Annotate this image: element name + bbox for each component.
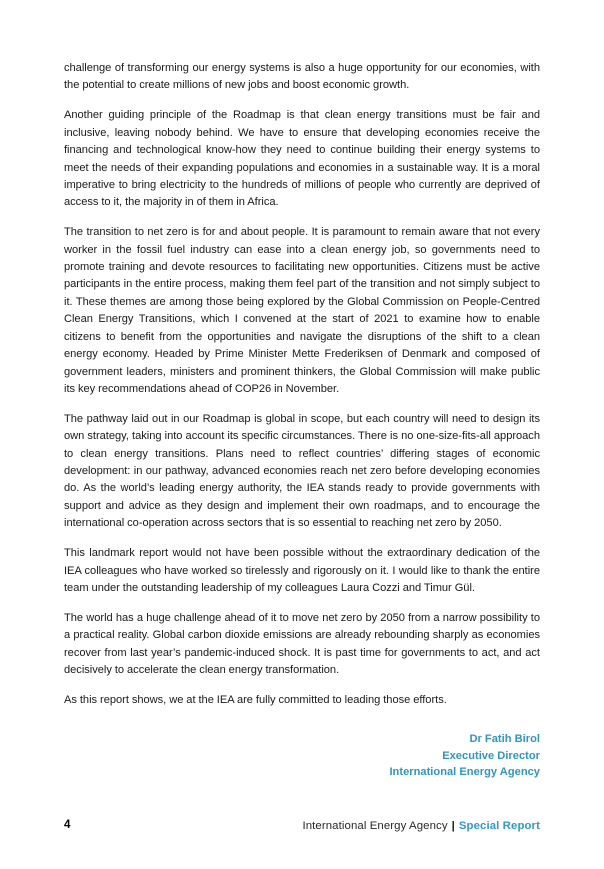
body-content — [64, 60, 540, 709]
signature-title: Executive Director — [442, 749, 540, 762]
paragraph: challenge of transforming our energy systems is also a huge opportunity for our economies, with the potential to create millions of new jobs and boost economic growth. — [64, 62, 540, 92]
footer-report-type: Special Report — [458, 820, 540, 832]
signature-name: Dr Fatih Birol — [469, 733, 540, 745]
footer-attribution — [302, 817, 540, 834]
paragraph: The transition to net zero is for and about people. It is paramount to remain aware that not every worker in the fossil fuel industry can ease into a clean energy job, so governments need to promote training and devote resources to facilitating new opportunities. Citizens must be active participants in the entire process, making them feel part of the transition and not simply subject to it. These themes are among those being explored by the Global Commission on People-Centred Clean Energy Transitions, which I convened at the start of 2021 to examine how to enable citizens to benefit from the opportunities and navigate the disruptions of the shift to a clean energy economy. Headed by Prime Minister Mette Frederiksen of Denmark and composed of government leaders, ministers and prominent thinkers, the Global Commission will make public its key recommendations ahead of COP26 in November. — [64, 226, 540, 395]
footer-organisation: International Energy Agency — [302, 820, 448, 832]
signature-block — [64, 731, 540, 781]
page-footer — [64, 815, 540, 837]
paragraph: The world has a huge challenge ahead of it to move net zero by 2050 from a narrow possibility to a practical reality. Global carbon dioxide emissions are already rebounding sharply as economies recover from last year’s pandemic-induced shock. It is past time for governments to act, and act decisively to accelerate the clean energy transformation. — [64, 611, 540, 677]
footer-separator: | — [451, 820, 455, 832]
paragraph: As this report shows, we at the IEA are fully committed to leading those efforts. — [64, 694, 447, 706]
paragraph: Another guiding principle of the Roadmap is that clean energy transitions must be fair and inclusive, leaving nobody behind. We have to ensure that developing economies receive the financing and technological know-how they need to continue building their energy systems to meet the needs of their expanding populations and economies in a sustainable way. It is a moral imperative to bring electricity to the hundreds of millions of people who currently are deprived of access to it, the majority in of them in Africa. — [64, 109, 540, 209]
signature-organisation: International Energy Agency — [389, 766, 540, 779]
paragraph: This landmark report would not have been possible without the extraordinary dedication of the IEA colleagues who have worked so tirelessly and rigorously on it. I would like to thank the entire team under the outstanding leadership of my colleagues Laura Cozzi and Timur Gül. — [64, 547, 540, 594]
page-number: 4 — [64, 818, 71, 831]
paragraph: The pathway laid out in our Roadmap is global in scope, but each country will need to design its own strategy, taking into account its specific circumstances. There is no one-size-fits-all approach to clean energy transitions. Plans need to reflect countries’ differing stages of economic development: in our pathway, advanced economies reach net zero before developing economies do. As the world’s leading energy authority, the IEA stands ready to provide governments with support and advice as they design and implement their own roadmaps, and to encourage the international co-operation across sectors that is so essential to reaching net zero by 2050. — [64, 412, 540, 530]
